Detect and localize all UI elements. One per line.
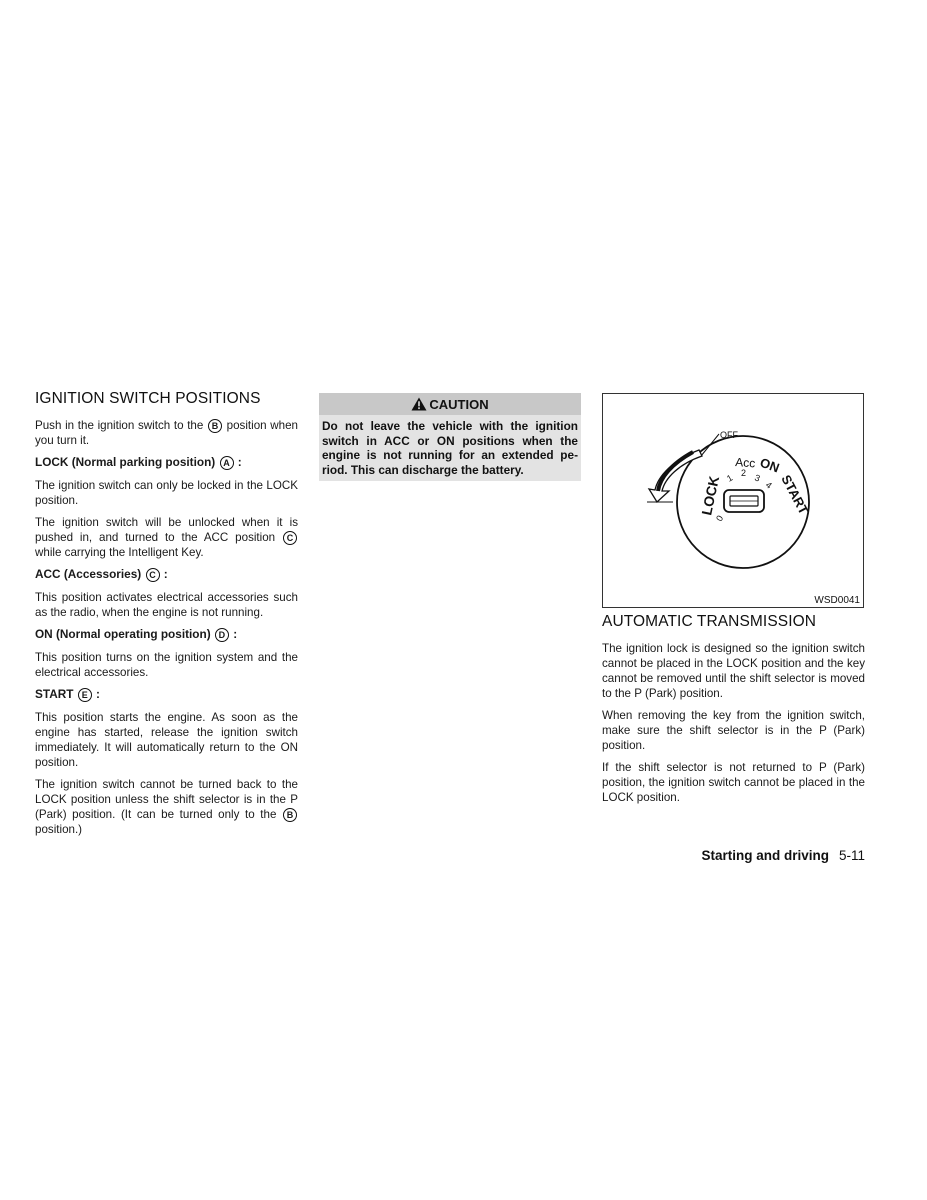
label-start: START: [778, 472, 812, 517]
caution-box: [319, 393, 581, 481]
ignition-switch-figure: [602, 393, 864, 608]
position-number-1: 1: [725, 472, 735, 484]
paragraph-start: This position starts the engine. As soon as the engine has started, release the ignition switch immediately. It will automatically return to the ON position.: [35, 711, 298, 769]
circled-letter-d: D: [215, 628, 229, 642]
circled-letter-b: B: [208, 419, 222, 433]
circled-letter-e: E: [78, 688, 92, 702]
label-acc: Acc: [734, 455, 756, 471]
paragraph-push-in: [35, 418, 298, 448]
rotation-arrow-icon: [649, 450, 702, 502]
label-on: ON: [757, 454, 782, 476]
heading-start: [35, 687, 298, 702]
page-number: 5-11: [838, 848, 865, 863]
text: The ignition switch will be unlocked when it is pushed in, and turned to the ACC position: [35, 516, 298, 544]
text: LOCK (Normal parking position): [35, 455, 219, 469]
ignition-positions-column: [35, 390, 298, 844]
figure-code: WSD0041: [814, 595, 860, 606]
warning-triangle-icon: [411, 397, 427, 411]
heading-on: [35, 627, 298, 642]
page-footer: [701, 848, 865, 863]
heading-acc: [35, 567, 298, 582]
section-title-transmission: AUTOMATIC TRANSMISSION: [602, 613, 817, 630]
caution-column: [319, 393, 581, 481]
paragraph-unlock: [35, 515, 298, 560]
position-number-2: 2: [741, 468, 747, 478]
circled-letter-b: B: [283, 808, 297, 822]
text: :: [92, 687, 100, 701]
circled-letter-c: C: [146, 568, 160, 582]
circled-letter-a: A: [220, 456, 234, 470]
paragraph-lock: The ignition switch can only be locked in the LOCK position.: [35, 479, 298, 507]
caution-header: [319, 393, 581, 415]
ignition-switch-diagram: [603, 394, 863, 607]
text: while carrying the Intelligent Key.: [35, 546, 204, 559]
paragraph-lock-restriction: [35, 777, 298, 837]
text: START: [35, 687, 77, 701]
caution-text: Do not leave the vehicle with the ignition switch in ACC or ON positions when the engine is not running for an extended pe-riod. This can discharge the battery.: [322, 419, 578, 477]
text: :: [229, 627, 238, 641]
position-number-3: 3: [753, 472, 762, 484]
text: Push in the ignition switch to the: [35, 419, 207, 432]
paragraph-acc: This position activates electrical accessories such as the radio, when the engine is not running.: [35, 591, 298, 619]
section-title-ignition: IGNITION SWITCH POSITIONS: [35, 390, 261, 407]
text: :: [160, 567, 168, 581]
paragraph-removing-key: When removing the key from the ignition switch, make sure the shift selector is in the P (Park) position.: [602, 709, 865, 752]
position-number-4: 4: [763, 479, 774, 491]
label-off: OFF: [720, 430, 738, 440]
text: position when you turn it.: [35, 419, 298, 447]
footer-section-title: Starting and driving: [701, 848, 829, 863]
label-lock: LOCK: [698, 474, 723, 517]
paragraph-ignition-lock: The ignition lock is designed so the ignition switch cannot be placed in the LOCK position and the key cannot be removed until the shift selector is moved to the P (Park) position.: [602, 642, 865, 700]
heading-lock: [35, 455, 298, 470]
text: The ignition switch cannot be turned back to the LOCK position unless the shift selector is in the P (Park) position. (It can be turned only to the: [35, 778, 298, 821]
paragraph-shift-selector: If the shift selector is not returned to P (Park) position, the ignition switch cannot be placed in the LOCK position.: [602, 761, 865, 804]
position-number-0: 0: [714, 513, 726, 523]
paragraph-on: This position turns on the ignition system and the electrical accessories.: [35, 651, 298, 679]
text: ACC (Accessories): [35, 567, 145, 581]
off-leader-line: [701, 434, 719, 456]
caution-label: CAUTION: [429, 396, 489, 412]
transmission-column: [602, 393, 865, 812]
text: :: [234, 455, 242, 469]
text: position.): [35, 823, 83, 836]
text: ON (Normal operating position): [35, 627, 214, 641]
circled-letter-c: C: [283, 531, 297, 545]
